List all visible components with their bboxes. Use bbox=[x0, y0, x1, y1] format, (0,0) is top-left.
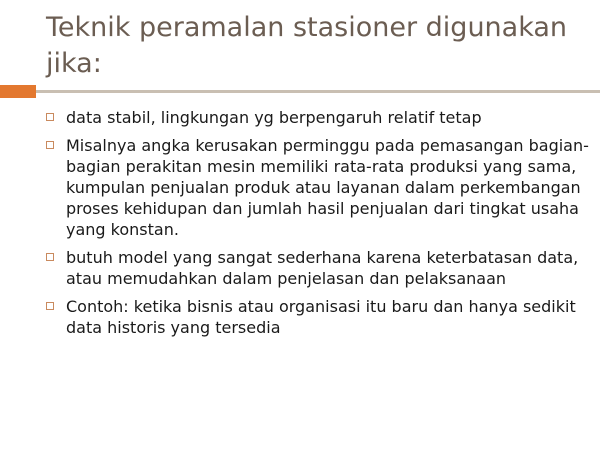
bullet-item bbox=[46, 247, 591, 289]
bullet-text: butuh model yang sangat sederhana karena keterbatasan data, atau memudahkan dalam penjelasan dan pelaksanaan bbox=[66, 248, 579, 288]
bullet-item bbox=[46, 107, 591, 128]
accent-bar bbox=[0, 85, 36, 98]
hollow-square-icon bbox=[46, 253, 54, 261]
bullet-item bbox=[46, 135, 591, 240]
hollow-square-icon bbox=[46, 141, 54, 149]
title-divider bbox=[36, 90, 600, 93]
slide-title: Teknik peramalan stasioner digunakan jika: bbox=[46, 12, 568, 79]
bullet-text: Misalnya angka kerusakan perminggu pada pemasangan bagian-bagian perakitan mesin memiliki rata-rata produksi yang sama, kumpulan penjualan produk atau layanan dalam perkembangan proses kehidupan dan jumlah hasil penjualan dari tingkat usaha yang konstan. bbox=[66, 136, 589, 239]
hollow-square-icon bbox=[46, 302, 54, 310]
bullet-text: Contoh: ketika bisnis atau organisasi itu baru dan hanya sedikit data historis yang tersedia bbox=[66, 297, 576, 337]
hollow-square-icon bbox=[46, 113, 54, 121]
bullet-list bbox=[46, 107, 591, 345]
bullet-text: data stabil, lingkungan yg berpengaruh relatif tetap bbox=[66, 108, 482, 127]
bullet-item bbox=[46, 296, 591, 338]
